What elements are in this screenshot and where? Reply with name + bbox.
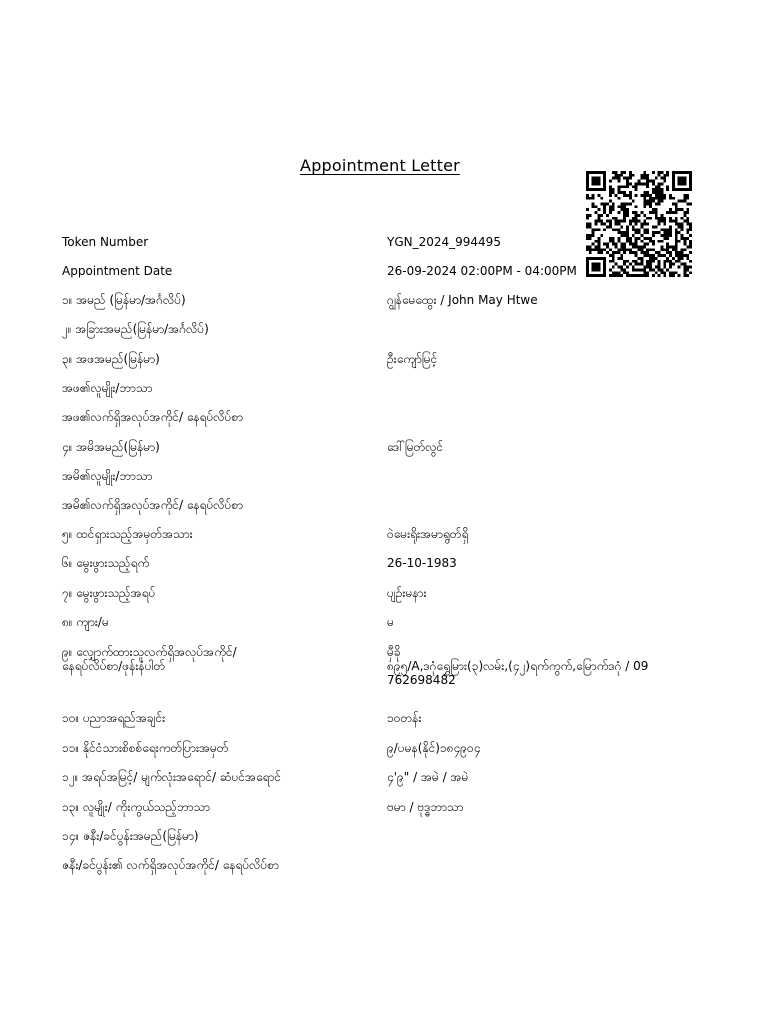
page-title: Appointment Letter xyxy=(300,156,460,175)
field-label: ၁၄။ ဇနီး/ခင်ပွန်းအမည်(မြန်မာ) xyxy=(62,829,199,843)
field-label: ၇။ မွေးဖွားသည့်အရပ် xyxy=(62,586,156,600)
field-label: အဖ၏လူမျိုး/ဘာသာ xyxy=(62,381,153,395)
field-label: Appointment Date xyxy=(62,264,173,278)
field-value: ၄'၉" / အမဲ / အမဲ xyxy=(387,770,469,784)
field-label: ၁၃။ လူမျိုး/ ကိုးကွယ်သည့်ဘာသာ xyxy=(62,800,210,814)
field-value: ဦးကျော်မြင့် xyxy=(387,352,438,366)
field-label: ၁၀။ ပညာအရည်အချင်း xyxy=(62,711,166,725)
field-value: ဗမာ / ဗုဒ္ဓဘာသာ xyxy=(387,800,464,814)
field-value: ပျဉ်းမနား xyxy=(387,586,427,600)
field-label: ၈။ ကျား/မ xyxy=(62,615,109,629)
field-label: အမိ၏လူမျိုး/ဘာသာ xyxy=(62,469,153,483)
field-label: အဖ၏လက်ရှိအလုပ်အကိုင်/ နေရပ်လိပ်စာ xyxy=(62,410,244,424)
field-label: ၃။ အဖအမည်(မြန်မာ) xyxy=(62,352,160,366)
field-value: 26-10-1983 xyxy=(387,556,457,570)
field-value: ၉/ပမန(နိုင်)၁၈၄၉၀၄ xyxy=(387,741,481,755)
field-value: မှီခို ၈၉၅/A,ဒဂုံရွှေမြား(၃)လမ်း,(၄၂)ရက်ကွက်,မြောက်ဒဂုံ / 09 762698482 xyxy=(387,645,649,687)
field-label: ၁။ အမည် (မြန်မာ/အင်္ဂလိပ်) xyxy=(62,293,186,307)
field-value: YGN_2024_994495 xyxy=(387,235,501,249)
field-value: ၁၀တန်း xyxy=(387,711,422,725)
field-label: ၂။ အခြားအမည်(မြန်မာ/အင်္ဂလိပ်) xyxy=(62,322,209,336)
field-label: ၁၁။ နိုင်ငံသားစိစစ်ရေးကတ်ပြားအမှတ် xyxy=(62,741,229,755)
field-label: ၁၂။ အရပ်အမြင့်/ မျက်လုံးအရောင်/ ဆံပင်အရောင် xyxy=(62,770,282,784)
field-value: မ xyxy=(387,615,394,629)
field-value: 26-09-2024 02:00PM - 04:00PM xyxy=(387,264,577,278)
field-label: ၆။ မွေးဖွားသည့်ရက် xyxy=(62,556,150,570)
field-value: ဒေါ်မြတ်လွင် xyxy=(387,440,444,454)
field-label: ၄။ အမိအမည်(မြန်မာ) xyxy=(62,440,160,454)
field-label: Token Number xyxy=(62,235,149,249)
field-value: ဝဲမေးရိုးအမာရွတ်ရှိ xyxy=(387,527,469,541)
field-label: ဇနီး/ခင်ပွန်း၏ လက်ရှိအလုပ်အကိုင်/ နေရပ်လိပ်စာ xyxy=(62,858,279,872)
field-label: အမိ၏လက်ရှိအလုပ်အကိုင်/ နေရပ်လိပ်စာ xyxy=(62,498,244,512)
field-label: ၉။ လျှောက်ထားသူလက်ရှိအလုပ်အကိုင်/ နေရပ်လိပ်စာ/ဖုန်းနံပါတ် xyxy=(62,645,237,673)
field-label: ၅။ ထင်ရှားသည့်အမှတ်အသား xyxy=(62,527,193,541)
field-value: ဂျွန်မေထွေး / John May Htwe xyxy=(387,293,538,307)
